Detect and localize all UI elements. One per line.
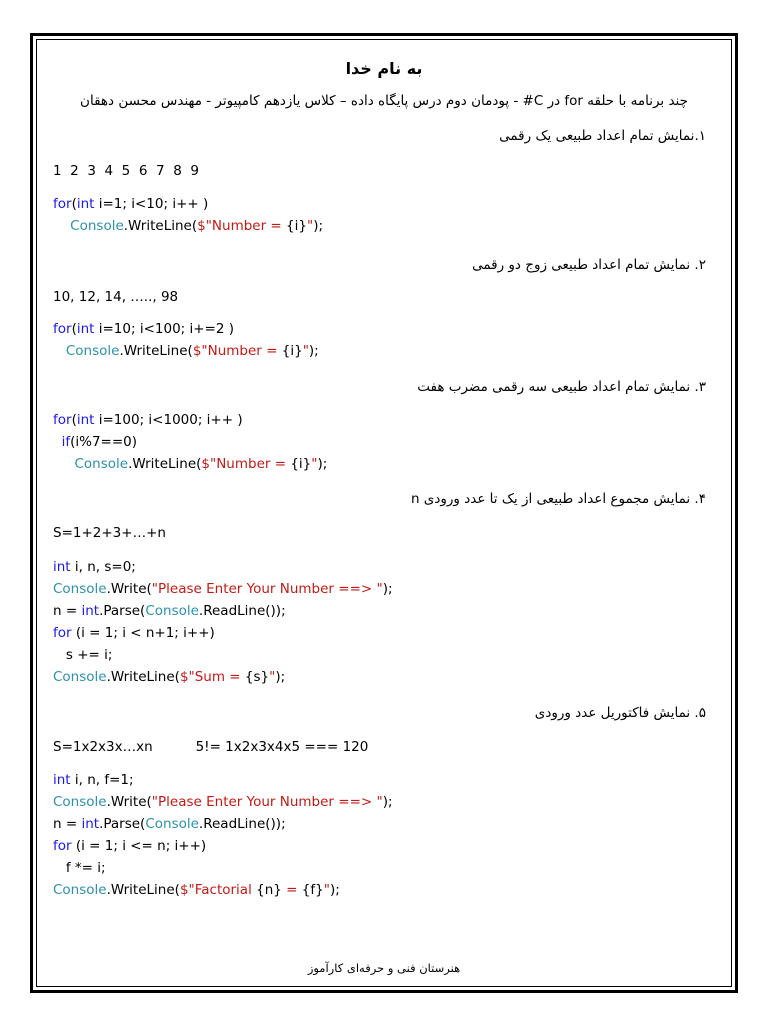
code-line bbox=[53, 774, 134, 788]
code-token: if bbox=[61, 434, 71, 450]
code-token: .WriteLine( bbox=[106, 669, 180, 685]
section-2-output: 10, 12, 14, ….., 98 bbox=[53, 289, 179, 305]
code-token: i, n, f=1; bbox=[70, 772, 134, 788]
code-line bbox=[53, 649, 112, 663]
page-footer: هنرستان فنی و حرفه‌ای کارآموز bbox=[307, 961, 461, 975]
code-line bbox=[53, 583, 393, 597]
code-token: (i = 1; i < n+1; i++) bbox=[71, 625, 215, 641]
code-token: for bbox=[53, 196, 72, 212]
code-token: i=1; i<10; i++ ) bbox=[94, 196, 209, 212]
section-5-heading: ۵. نمایش فاکتوریل عدد ورودی bbox=[534, 705, 706, 721]
section-4-heading: ۴. نمایش مجموع اعداد طبیعی از یک تا عدد ورودی n bbox=[410, 491, 706, 507]
code-token: "Please Enter Your Number ==> " bbox=[151, 581, 383, 597]
code-token: {i} bbox=[286, 218, 307, 234]
code-token: $"Number = bbox=[192, 343, 282, 359]
code-token: for bbox=[53, 412, 72, 428]
code-token: i, n, s=0; bbox=[70, 559, 136, 575]
code-token: Console bbox=[74, 456, 129, 472]
code-line bbox=[53, 818, 286, 832]
code-token: ); bbox=[275, 669, 286, 685]
code-token: int bbox=[76, 412, 95, 428]
code-line bbox=[53, 884, 340, 898]
code-line bbox=[53, 345, 319, 359]
code-token: Console bbox=[53, 794, 107, 810]
code-token: " bbox=[269, 669, 276, 685]
code-token: " bbox=[302, 343, 309, 359]
code-token: .ReadLine()); bbox=[198, 816, 286, 832]
code-token bbox=[53, 343, 66, 359]
code-token: int bbox=[81, 816, 100, 832]
code-token: .Parse( bbox=[99, 816, 146, 832]
code-token: Console bbox=[145, 816, 199, 832]
code-line bbox=[53, 436, 137, 450]
code-token: "Please Enter Your Number ==> " bbox=[151, 794, 383, 810]
code-token bbox=[53, 434, 62, 450]
code-token: Console bbox=[53, 669, 107, 685]
code-token: Console bbox=[53, 581, 107, 597]
code-line bbox=[53, 323, 234, 337]
code-token: {s} bbox=[244, 669, 270, 685]
code-token: " bbox=[311, 456, 318, 472]
section-1-heading: ۱.نمایش تمام اعداد طبیعی یک رقمی bbox=[499, 128, 706, 144]
section-1-output: 1 2 3 4 5 6 7 8 9 bbox=[53, 163, 199, 179]
code-line bbox=[53, 840, 206, 854]
section-4-output: S=1+2+3+…+n bbox=[53, 525, 166, 541]
code-token: " bbox=[306, 218, 314, 234]
code-token: for bbox=[53, 838, 72, 854]
code-token: f *= i; bbox=[53, 860, 106, 876]
code-token: int bbox=[81, 603, 100, 619]
code-token: $"Number = bbox=[201, 456, 291, 472]
code-token: .WriteLine( bbox=[123, 218, 198, 234]
section-5-output: S=1x2x3x…xn 5!= 1x2x3x4x5 === 120 bbox=[53, 739, 369, 755]
code-token: " bbox=[323, 882, 330, 898]
code-token: {i} bbox=[290, 456, 312, 472]
code-line bbox=[53, 627, 215, 641]
code-token: ); bbox=[382, 581, 393, 597]
code-token: int bbox=[53, 559, 71, 575]
code-line bbox=[53, 605, 286, 619]
code-token: for bbox=[53, 625, 72, 641]
code-token: {f} bbox=[301, 882, 324, 898]
code-token: .WriteLine( bbox=[119, 343, 193, 359]
section-2-heading: ۲. نمایش تمام اعداد طبیعی زوج دو رقمی bbox=[472, 257, 706, 273]
code-line bbox=[53, 198, 208, 212]
code-token: .WriteLine( bbox=[106, 882, 180, 898]
code-line bbox=[53, 458, 327, 472]
code-token: $"Number = bbox=[197, 218, 287, 234]
code-token: i=100; i<1000; i++ ) bbox=[94, 412, 243, 428]
code-token: (i = 1; i <= n; i++) bbox=[71, 838, 207, 854]
code-token: $"Sum = bbox=[179, 669, 245, 685]
code-token: Console bbox=[70, 218, 124, 234]
code-token: $"Factorial bbox=[179, 882, 257, 898]
code-token: ( bbox=[71, 196, 77, 212]
code-token: ( bbox=[71, 412, 77, 428]
code-token: Console bbox=[145, 603, 199, 619]
code-token bbox=[53, 456, 74, 472]
code-token: .ReadLine()); bbox=[198, 603, 286, 619]
code-line bbox=[53, 220, 323, 234]
code-token: {i} bbox=[281, 343, 303, 359]
code-token: ); bbox=[313, 218, 324, 234]
code-token: Console bbox=[53, 882, 107, 898]
code-token: ); bbox=[382, 794, 393, 810]
code-line bbox=[53, 414, 243, 428]
code-token: int bbox=[76, 196, 95, 212]
code-token: ); bbox=[308, 343, 319, 359]
code-token: s += i; bbox=[53, 647, 113, 663]
code-token: = bbox=[281, 882, 302, 898]
code-token: ); bbox=[317, 456, 328, 472]
code-line bbox=[53, 561, 136, 575]
code-token: int bbox=[53, 772, 71, 788]
page-subtitle: چند برنامه با حلقه for در C# - پودمان دوم درس پایگاه داده – کلاس یازدهم کامپیوتر - مهندس محسن دهقان bbox=[80, 93, 688, 109]
code-token bbox=[53, 218, 70, 234]
code-token: ( bbox=[71, 321, 77, 337]
code-token: Console bbox=[65, 343, 120, 359]
code-line bbox=[53, 671, 285, 685]
code-line bbox=[53, 862, 106, 876]
code-token: int bbox=[76, 321, 95, 337]
code-token: n = bbox=[53, 603, 82, 619]
code-token: .WriteLine( bbox=[128, 456, 202, 472]
code-token: (i%7==0) bbox=[70, 434, 138, 450]
code-token: for bbox=[53, 321, 72, 337]
code-token: .Write( bbox=[106, 794, 152, 810]
code-token: i=10; i<100; i+=2 ) bbox=[94, 321, 235, 337]
code-token: ); bbox=[329, 882, 340, 898]
section-3-heading: ۳. نمایش تمام اعداد طبیعی سه رقمی مضرب هفت bbox=[417, 379, 706, 395]
code-token: .Parse( bbox=[99, 603, 146, 619]
page-title: به نام خدا bbox=[345, 59, 423, 78]
code-token: .Write( bbox=[106, 581, 152, 597]
code-token: {n} bbox=[256, 882, 282, 898]
code-token: n = bbox=[53, 816, 82, 832]
code-line bbox=[53, 796, 393, 810]
